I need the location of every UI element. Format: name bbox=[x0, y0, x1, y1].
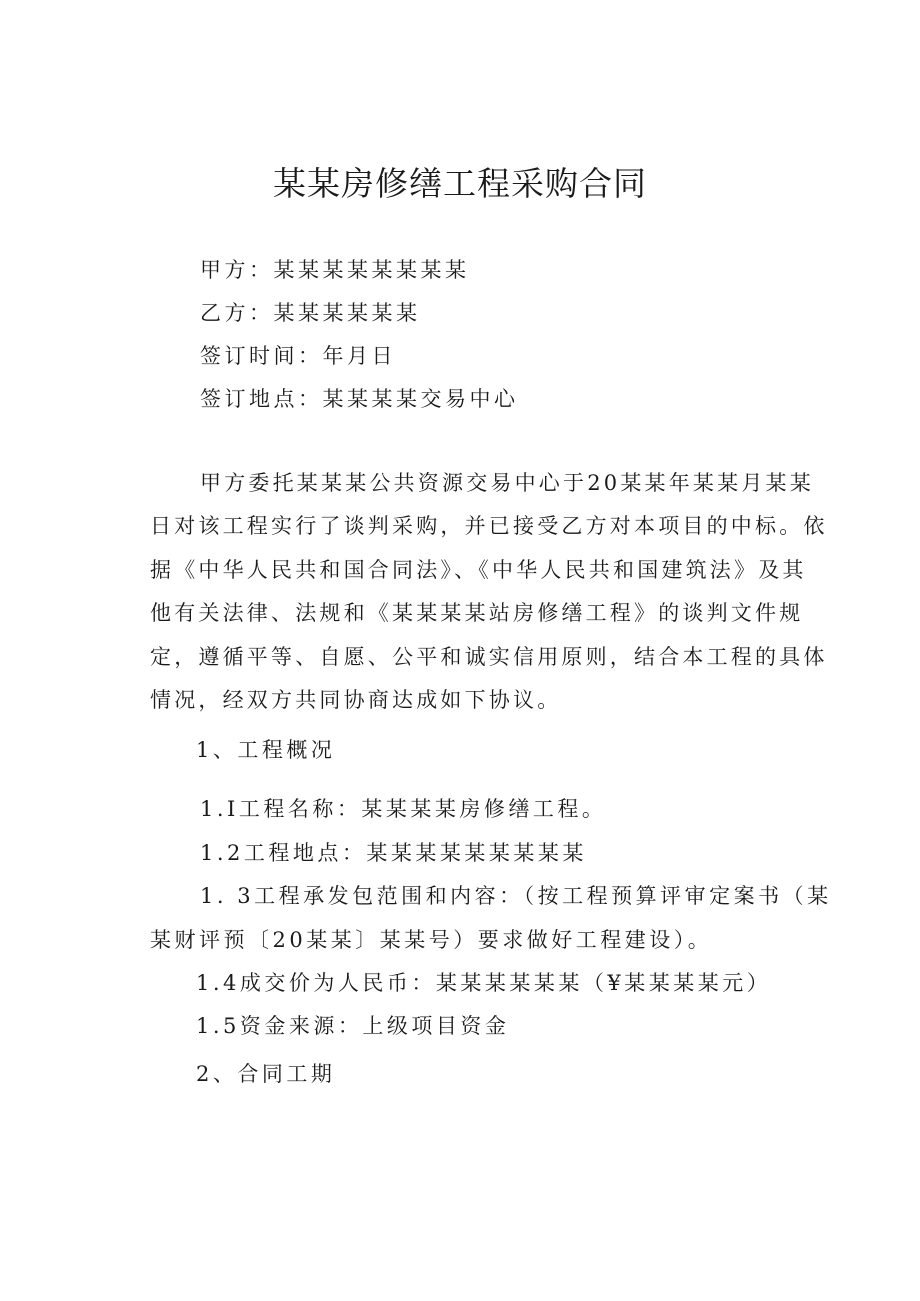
party-a-line: 甲方：某某某某某某某某 bbox=[200, 258, 470, 282]
item-1-1: 1.I工程名称：某某某某房修缮工程。 bbox=[200, 797, 607, 821]
sign-date-line: 签订时间：年月日 bbox=[200, 344, 396, 368]
intro-line: 日对该工程实行了谈判采购，并已接受乙方对本项目的中标。依 bbox=[150, 514, 828, 538]
section-1-heading: 1、工程概况 bbox=[196, 738, 336, 762]
intro-line: 他有关法律、法规和《某某某某站房修缮工程》的谈判文件规 bbox=[150, 601, 804, 625]
item-1-4: 1.4成交价为人民币：某某某某某某（¥某某某某元） bbox=[196, 971, 772, 995]
item-1-3-line-2: 某财评预〔20某某〕某某号）要求做好工程建设）。 bbox=[150, 928, 713, 952]
document-title: 某某房修缮工程采购合同 bbox=[273, 164, 647, 203]
party-b-line: 乙方：某某某某某某 bbox=[200, 301, 421, 325]
intro-line: 据《中华人民共和国合同法》、《中华人民共和国建筑法》及其 bbox=[150, 558, 807, 582]
intro-line: 甲方委托某某某公共资源交易中心于20某某年某某月某某 bbox=[200, 471, 814, 495]
sign-place-line: 签订地点：某某某某交易中心 bbox=[200, 387, 519, 411]
item-1-3-line-1: 1. 3工程承发包范围和内容：（按工程预算评审定案书（某 bbox=[200, 884, 832, 908]
item-1-5: 1.5资金来源：上级项目资金 bbox=[196, 1014, 510, 1038]
section-2-heading: 2、合同工期 bbox=[196, 1062, 336, 1086]
intro-line: 定，遵循平等、自愿、公平和诚实信用原则，结合本工程的具体 bbox=[150, 645, 828, 669]
intro-line: 情况，经双方共同协商达成如下协议。 bbox=[150, 688, 562, 712]
item-1-2: 1.2工程地点：某某某某某某某某某 bbox=[200, 841, 587, 865]
